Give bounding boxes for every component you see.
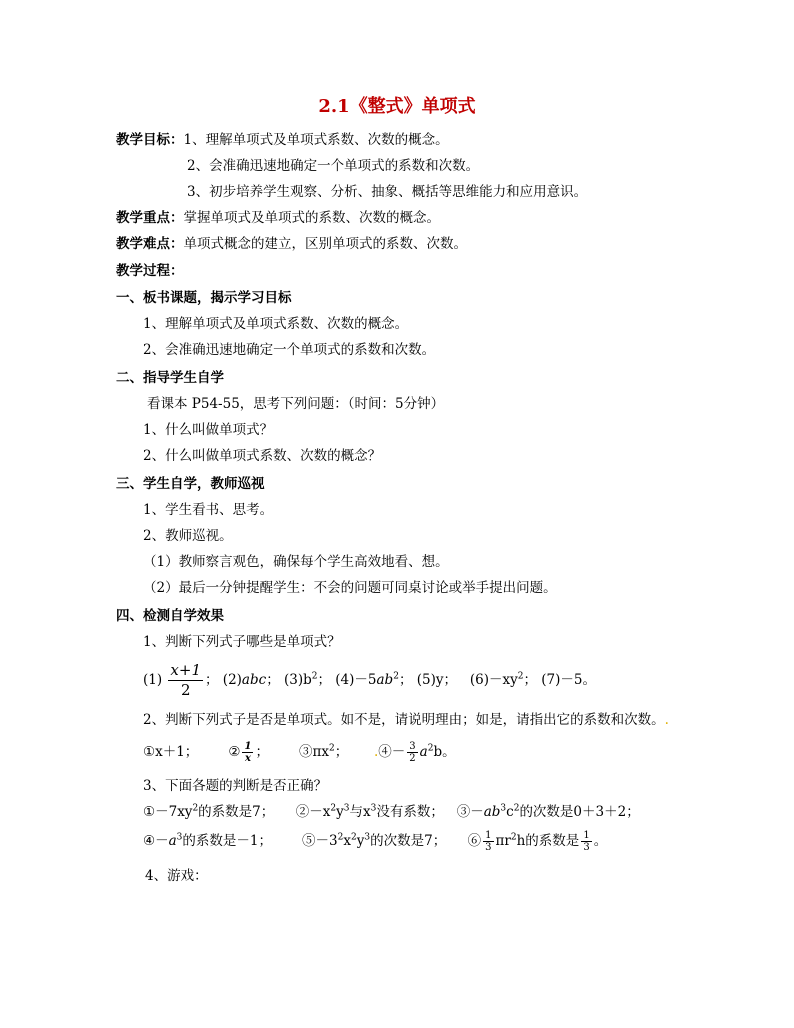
question-3-row-1: $①-7xy^2$的系数是7； $②-x^2y^3$与$x^3$没有系数； $③-ab^3c^2$的次数是0＋3＋2； [143,803,640,820]
list-item: 1、什么叫做单项式？ [143,422,274,438]
list-item: （2）最后一分钟提醒学生：不会的问题可同桌讨论或举手提出问题。 [143,580,557,596]
difficulty-text: 单项式概念的建立，区别单项式的系数、次数。 [183,236,467,252]
objective-item: 1、理解单项式及单项式系数、次数的概念。 [183,132,449,148]
objective-item: 2、会准确迅速地确定一个单项式的系数和次数。 [187,158,480,174]
fraction: $\frac{1}{3}$ [485,830,492,853]
key-point-row [116,209,440,227]
list-item: 1、理解单项式及单项式系数、次数的概念。 [143,316,409,332]
question-1-expressions: (1) $\frac{x+1}{2}$ ； (2)abc； $(3)b^2$； $(4)-5ab^2$； (5)y； $(6)-xy^2$； (7)－5。 [143,661,596,699]
process-label: 教学过程： [116,263,184,279]
objectives-label: 教学目标： [116,132,184,148]
objectives-row [116,131,449,149]
question-3: 3、下面各题的判断是否正确？ [143,778,328,794]
list-item: （1）教师察言观色，确保每个学生高效地看、想。 [143,554,449,570]
list-item: 1、学生看书、思考。 [143,502,274,518]
fraction: $\frac{1}{3}$ [583,830,590,853]
question-4: 4、游戏： [145,868,208,884]
fraction: $\frac{x+1}{2}$ [170,661,201,699]
section4-heading: 四、检测自学效果 [116,608,224,624]
question-2: 2、判断下列式子是否是单项式。如不是，请说明理由；如是，请指出它的系数和次数。. [143,712,669,728]
objective-item: 3、初步培养学生观察、分析、抽象、概括等思维能力和应用意识。 [187,184,588,200]
list-item: 2、会准确迅速地确定一个单项式的系数和次数。 [143,342,436,358]
page-title: 2.1《整式》单项式 [318,96,476,117]
question-2-expressions: ①x＋1； ② $\frac{1}{x}$ ； $③\pi x^2$； .④－ $\frac{3}{2}$ $a^2b$。 [143,741,456,764]
section2-heading: 二、指导学生自学 [116,370,224,386]
list-item: 2、教师巡视。 [143,528,233,544]
section3-heading: 三、学生自学，教师巡视 [116,476,265,492]
difficulty-label: 教学难点： [116,236,184,252]
difficulty-row [116,235,467,253]
question-3-row-2: $④-a^3$的系数是－1； $⑤-3^2x^2y^3$的次数是7； ⑥ $\frac{1}{3}$ $\pi r^2h$的系数是 $\frac{1}{3}$ 。 [143,830,608,853]
fraction: $\frac{1}{x}$ [244,741,252,764]
section2-intro: 看课本 P54-55，思考下列问题：（时间：5分钟） [147,396,445,412]
question-1: 1、判断下列式子哪些是单项式？ [143,634,341,650]
section1-heading: 一、板书课题，揭示学习目标 [116,290,292,306]
key-point-text: 掌握单项式及单项式的系数、次数的概念。 [183,210,440,226]
fraction: $\frac{3}{2}$ [409,741,416,764]
key-point-label: 教学重点： [116,210,184,226]
list-item: 2、什么叫做单项式系数、次数的概念？ [143,448,382,464]
